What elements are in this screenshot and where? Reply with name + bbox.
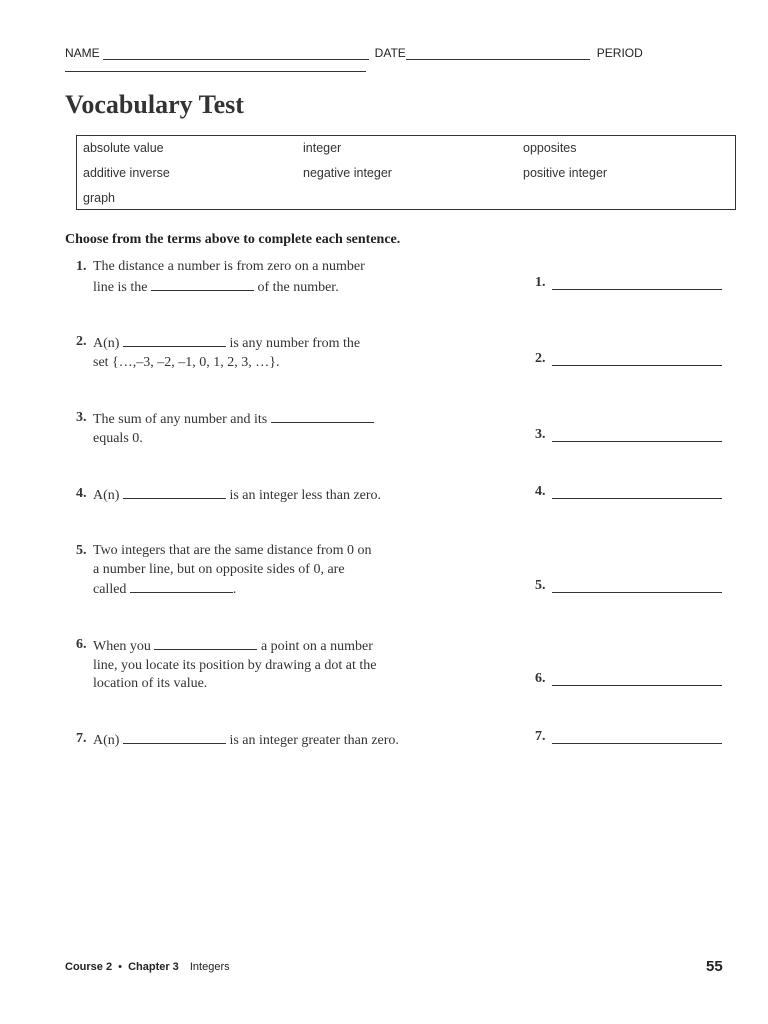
question-number: 4. [76, 486, 87, 501]
answer-field[interactable] [552, 578, 722, 593]
answer-field[interactable] [552, 484, 722, 499]
answer-number: 3. [535, 427, 546, 442]
answer-field[interactable] [552, 671, 722, 686]
question-item [76, 542, 376, 600]
question-number: 7. [76, 731, 87, 746]
answer-row [535, 729, 725, 745]
page-number: 55 [706, 958, 723, 975]
answer-row [535, 578, 725, 594]
answer-number: 1. [535, 275, 546, 290]
answer-row [535, 484, 725, 500]
answer-row [535, 275, 725, 291]
student-info-header [65, 46, 725, 72]
inline-blank [271, 409, 374, 423]
question-text: a point on a number line, you locate its position by drawing a dot at the location of its value. [93, 639, 377, 691]
question-number: 2. [76, 334, 87, 349]
answer-field[interactable] [552, 351, 722, 366]
question-text: of the number. [253, 279, 339, 295]
question-text: Two integers that are the same distance from 0 on a number line, but on opposite sides of 0, are called [93, 543, 372, 597]
word-bank-term: graph [83, 191, 115, 205]
question-text: A(n) [93, 488, 123, 503]
word-bank-term: integer [303, 141, 342, 155]
answer-number: 5. [535, 578, 546, 593]
date-label: DATE [374, 46, 406, 60]
inline-blank [123, 485, 226, 499]
question-text: A(n) [93, 336, 123, 351]
question-item [76, 258, 376, 297]
answer-number: 7. [535, 729, 546, 744]
page-footer [65, 961, 230, 973]
date-field[interactable] [406, 47, 590, 60]
inline-blank [151, 277, 254, 291]
question-number: 1. [76, 259, 87, 274]
word-bank-term: additive inverse [83, 166, 170, 180]
footer-course: Course 2 [65, 961, 113, 973]
name-field[interactable] [103, 47, 369, 60]
question-text: is an integer greater than zero. [225, 733, 399, 748]
name-label: NAME [65, 46, 100, 60]
word-bank [76, 135, 736, 210]
answer-row [535, 427, 725, 443]
word-bank-term: absolute value [83, 141, 164, 155]
footer-topic: Integers [189, 961, 230, 973]
period-label: PERIOD [596, 46, 643, 60]
question-text: is an integer less than zero. [225, 488, 382, 503]
period-field[interactable] [65, 60, 366, 72]
question-item [76, 485, 396, 506]
answer-field[interactable] [552, 427, 722, 442]
answer-number: 6. [535, 671, 546, 686]
answer-number: 4. [535, 484, 546, 499]
inline-blank [130, 579, 233, 593]
question-text: equals 0. [93, 430, 143, 446]
footer-bullet: • [118, 961, 122, 973]
page-title: Vocabulary Test [65, 90, 244, 119]
question-number: 6. [76, 637, 87, 652]
question-text: is any number from the set {…,–3, –2, –1, 0, 1, 2, 3, …}. [93, 336, 361, 370]
question-text: . [232, 582, 237, 597]
answer-number: 2. [535, 351, 546, 366]
footer-chapter: Chapter 3 [128, 961, 179, 973]
question-number: 5. [76, 543, 87, 558]
answer-field[interactable] [552, 729, 722, 744]
question-number: 3. [76, 410, 87, 425]
question-item [76, 333, 376, 372]
inline-blank [123, 730, 226, 744]
answer-field[interactable] [552, 275, 722, 290]
inline-blank [154, 636, 257, 650]
question-item [76, 730, 416, 751]
question-item [76, 636, 396, 694]
question-text: When you [93, 639, 155, 654]
question-text: A(n) [93, 733, 123, 748]
answer-row [535, 671, 725, 687]
word-bank-term: positive integer [523, 166, 608, 180]
word-bank-term: opposites [523, 141, 577, 155]
question-text: The sum of any number and its [93, 412, 271, 427]
question-item [76, 409, 376, 448]
instructions: Choose from the terms above to complete each sentence. [65, 232, 401, 247]
inline-blank [123, 333, 226, 347]
answer-row [535, 351, 725, 367]
question-text: The distance a number is from zero on a number line is the [93, 259, 365, 295]
word-bank-term: negative integer [303, 166, 392, 180]
